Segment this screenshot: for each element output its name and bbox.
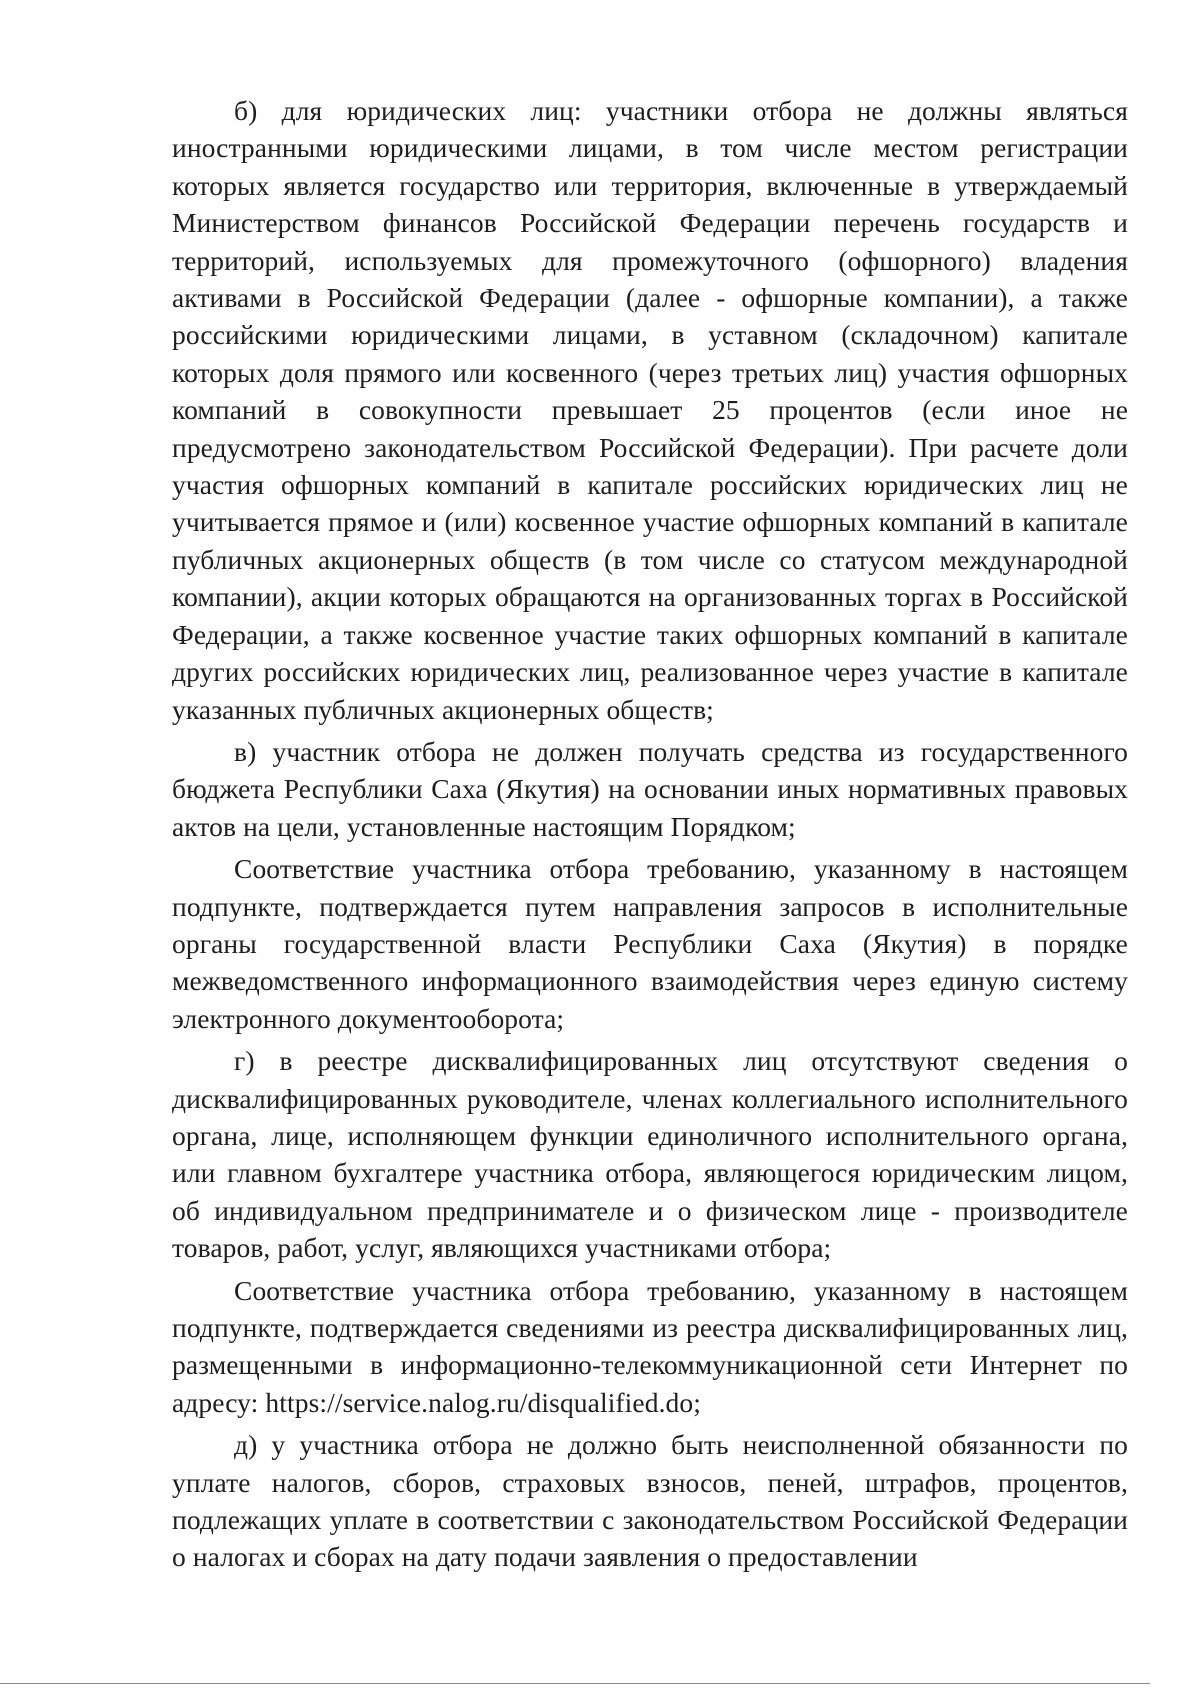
paragraph-b-legal-entities: б) для юридических лиц: участники отбора не должны являться иностранными юридическими лицами, в том числе местом регистрации которых является государство или территория, включенные в утверждаемый Министерством финансов Российской Федерации перечень государств и территорий, используемых для промежуточного (офшорного) владения активами в Российской Федерации (далее - офшорные компании), а также российскими юридическими лицами, в уставном (складочном) капитале которых доля прямого или косвенного (через третьих лиц) участия офшорных компаний в совокупности превышает 25 процентов (если иное не предусмотрено законодательством Российской Федерации). При расчете доли участия офшорных компаний в капитале российских юридических лиц не учитывается прямое и (или) косвенное участие офшорных компаний в капитале публичных акционерных обществ (в том числе со статусом международной компании), акции которых обращаются на организованных торгах в Российской Федерации, а также косвенное участие таких офшорных компаний в капитале других российских юридических лиц, реализованное через участие в капитале указанных публичных акционерных обществ;	[172, 95, 1128, 725]
paragraph-v-budget-funds: в) участник отбора не должен получать средства из государственного бюджета Республики Саха (Якутия) на основании иных нормативных правовых актов на цели, установленные настоящим Порядком;	[172, 735, 1128, 842]
paragraph-g-compliance: Соответствие участника отбора требованию, указанному в настоящем подпункте, подтверждается сведениями из реестра дисквалифицированных лиц, размещенными в информационно-телекоммуникационной сети Интернет по адресу: https://service.nalog.ru/disqualified.do;	[172, 1274, 1128, 1418]
paragraph-v-compliance: Соответствие участника отбора требованию, указанному в настоящем подпункте, подтверждается путем направления запросов в исполнительные органы государственной власти Республики Саха (Якутия) в порядке межведомственного информационного взаимодействия через единую систему электронного документооборота;	[172, 853, 1128, 1034]
paragraph-d-tax-obligations: д) у участника отбора не должно быть неисполненной обязанности по уплате налогов, сборов, страховых взносов, пеней, штрафов, процентов, подлежащих уплате в соответствии с законодательством Российской Федерации о налогах и сборах на дату подачи заявления о предоставлении	[172, 1429, 1128, 1573]
bottom-divider	[0, 1683, 1150, 1684]
paragraph-g-disqualified-registry: г) в реестре дисквалифицированных лиц отсутствуют сведения о дисквалифицированных руководителе, членах коллегиального исполнительного органа, лице, исполняющем функции единоличного исполнительного органа, или главном бухгалтере участника отбора, являющегося юридическим лицом, об индивидуальном предпринимателе и о физическом лице - производителе товаров, работ, услуг, являющихся участниками отбора;	[172, 1045, 1128, 1264]
document-body	[172, 92, 1128, 1576]
